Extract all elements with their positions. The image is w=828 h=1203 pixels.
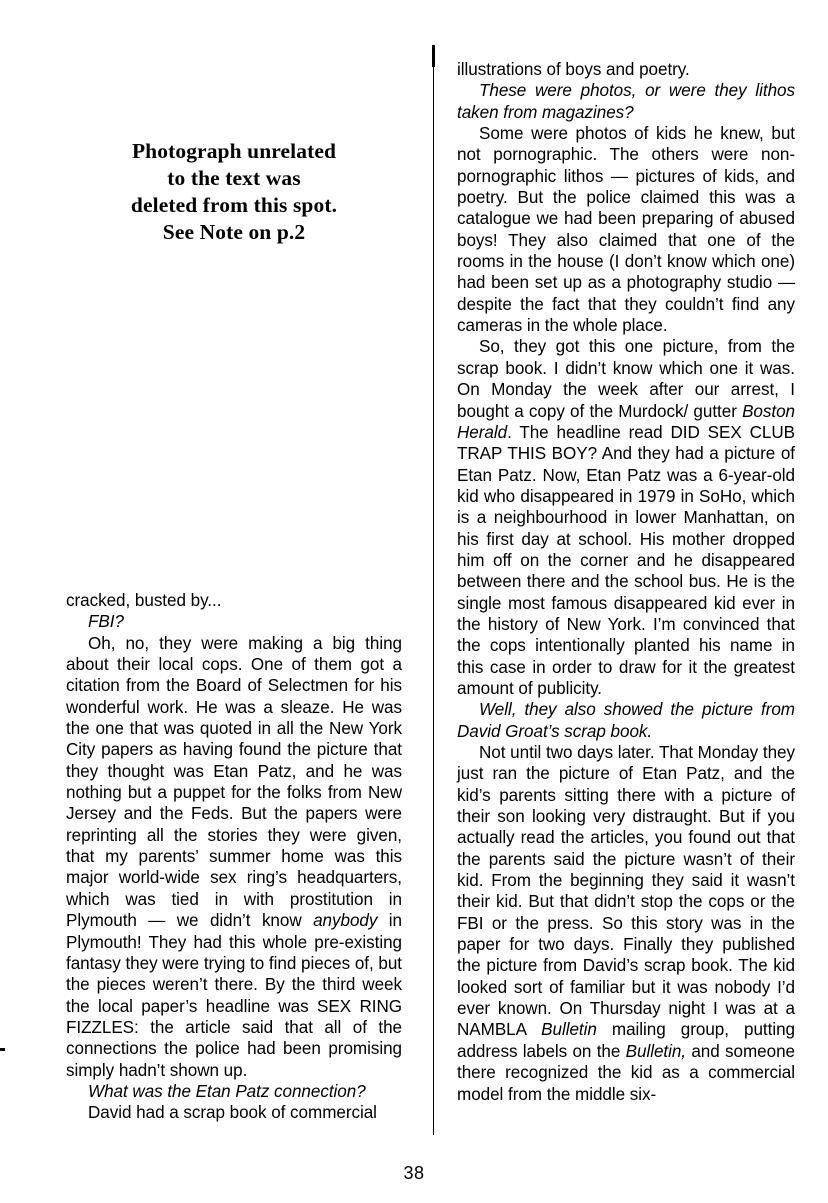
left-column-text — [66, 590, 402, 1124]
interview-answer: Some were photos of kids he knew, but not pornographic. The others were non-pornographic lithos — pictures of kids, and poetry. But the police claimed this was a catalogue we had been preparing of abused boys! They also claimed that one of the rooms in the house (I don’t know which one) had been set up as a photography studio — despite the fact that they couldn’t find any cameras in the whole place. — [457, 124, 795, 336]
notice-line-2: to the text was — [167, 166, 301, 190]
photo-removed-notice — [66, 138, 402, 246]
paragraph-continuation: cracked, busted by... — [66, 591, 222, 610]
emphasis-anybody: anybody — [313, 911, 378, 931]
answer-text-middle: mailing group, putting address labels on the — [457, 1020, 795, 1061]
answer-text-end: and someone there recognized the kid as a commercial model from the middle six- — [457, 1041, 795, 1104]
answer-text-start: So, they got this one picture, from the scrap book. I didn’t know which one it was. On Monday the week after our arrest, I bought a copy of the Murdock/ gutter — [457, 337, 795, 421]
scan-artifact-mark — [0, 1048, 5, 1051]
right-column-text — [457, 59, 795, 1105]
notice-line-3: deleted from this spot. — [130, 193, 338, 217]
interview-answer: David had a scrap book of commercial — [88, 1103, 377, 1123]
notice-line-1: Photograph unrelated — [131, 139, 337, 163]
emphasis-bulletin-2: Bulletin, — [625, 1041, 687, 1061]
interview-question: FBI? — [88, 612, 124, 632]
paragraph-continuation: illustrations of boys and poetry. — [457, 60, 690, 79]
interview-answer — [457, 336, 795, 699]
answer-text-end: . The headline read DID SEX CLUB TRAP THIS BOY? And they had a picture of Etan Patz. Now, Etan Patz was a 6-year-old kid who disappeared in 1979 in SoHo, which is a neighbourhood in lower Manhattan, on his first day at school. His mother dropped him off on the corner and he disappeared between there and the school bus. He is the single most famous disappeared kid ever in the history of New York. I’m convinced that the cops intentionally planted his name in this case in order to draw for it the greatest amount of publicity. — [457, 422, 795, 698]
column-divider-rule — [433, 45, 434, 1135]
interview-answer — [66, 633, 402, 1081]
answer-text-end: in Plymouth! They had this whole pre-existing fantasy they were trying to find pieces of, but the pieces weren’t there. By the third week the local paper’s headline was SEX RING FIZZLES: the article said that all of the connections the police had been promising simply hadn’t shown up. — [66, 911, 402, 1080]
notice-line-4: See Note on p.2 — [162, 220, 306, 244]
emphasis-bulletin-1: Bulletin — [541, 1020, 597, 1040]
emphasis-boston-herald: Boston Herald — [457, 401, 795, 442]
interview-answer — [457, 742, 795, 1105]
interview-question: Well, they also showed the picture from David Groat’s scrap book. — [457, 700, 795, 741]
interview-question: What was the Etan Patz connection? — [88, 1081, 366, 1101]
page-number: 38 — [403, 1163, 425, 1183]
column-divider-cap — [432, 45, 435, 67]
interview-question: These were photos, or were they lithos taken from magazines? — [457, 81, 795, 122]
answer-text-start: Not until two days later. That Monday they just ran the picture of Etan Patz, and the kid’s parents sitting there with a picture of their son looking very distraught. But if you actually read the articles, you found out that the parents said the picture wasn’t of their kid. From the beginning they said it wasn’t their kid. But that didn’t stop the cops or the FBI or the press. So this story was in the paper for two days. Finally they published the picture from David’s scrap book. The kid looked sort of familiar but it was nobody I’d ever known. On Thursday night I was at a NAMBLA — [457, 743, 795, 1040]
answer-text-start: Oh, no, they were making a big thing about their local cops. One of them got a citation from the Board of Selectmen for his wonderful work. He was a sleaze. He was the one that was quoted in all the New York City papers as having found the picture that they thought was Etan Patz, and he was nothing but a puppet for the folks from New Jersey and the Feds. But the papers were reprinting all the stories they were given, that my parents’ summer home was this major world-wide sex ring’s headquarters, which was tied in with prostitution in Plymouth — we didn’t know — [66, 633, 402, 931]
